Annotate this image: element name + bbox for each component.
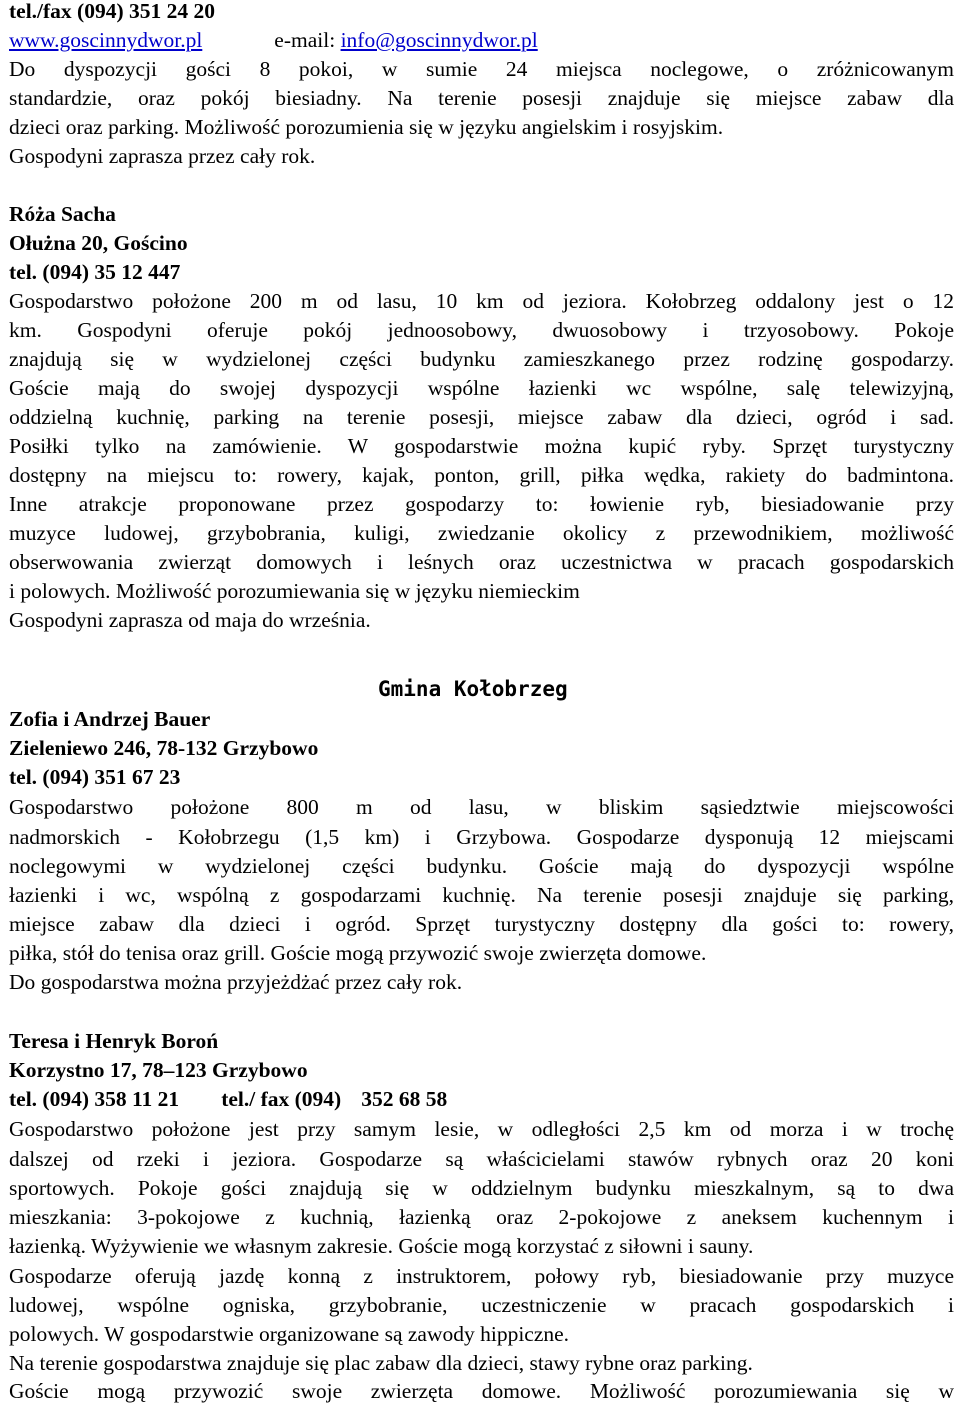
body-line: miejsce zabaw dla dzieci i ogród. Sprzęt turystyczny dostępny dla gości to: rowery,: [9, 912, 954, 936]
body-line: Gospodyni zaprasza przez cały rok.: [9, 144, 316, 168]
host-address: Ołużna 20, Gościno: [9, 231, 188, 255]
body-line: km. Gospodyni oferuje pokój jednoosobowy, dwuosobowy i trzyosobowy. Pokoje: [9, 318, 954, 342]
body-line: Na terenie gospodarstwa znajduje się plac zabaw dla dzieci, stawy rybne oraz parking.: [9, 1351, 753, 1375]
body-line: polowych. W gospodarstwie organizowane są zawody hippiczne.: [9, 1322, 570, 1346]
body-line: Gospodyni zaprasza od maja do września.: [9, 608, 371, 632]
host-address: Korzystno 17, 78–123 Grzybowo: [9, 1058, 308, 1082]
host-tel: tel. (094) 351 67 23: [9, 765, 181, 789]
host-tel-fax-line: [9, 1085, 954, 1114]
body-line: Goście mogą przywozić swoje zwierzęta domowe. Możliwość porozumiewania się w: [9, 1379, 954, 1403]
body-line: dostępny na miejscu to: rowery, kajak, ponton, grill, piłka wędka, rakiety do badmintona.: [9, 463, 954, 487]
body-line: ludowej, wspólne ogniska, grzybobranie, uczestniczenie w pracach gospodarskich i: [9, 1293, 954, 1317]
body-line: oddzielną kuchnię, parking na terenie posesji, miejsce zabaw dla dzieci, ogród i sad.: [9, 405, 954, 429]
website-link[interactable]: www.goscinnydwor.pl: [9, 28, 203, 52]
email-label: e-mail:: [274, 28, 341, 52]
section-heading: Gmina Kołobrzeg: [378, 677, 568, 701]
contact-web-email-line: [9, 26, 954, 55]
body-line: Posiłki tylko na zamówienie. W gospodarstwie można kupić ryby. Sprzęt turystyczny: [9, 434, 954, 458]
body-line: standardzie, oraz pokój biesiadny. Na terenie posesji znajduje się miejsce zabaw dla: [9, 86, 954, 110]
body-line: Gospodarstwo położone 200 m od lasu, 10 km od jeziora. Kołobrzeg oddalony jest o 12: [9, 289, 954, 313]
contact-tel-fax: tel./fax (094) 351 24 20: [9, 0, 216, 23]
body-line: Goście mają do swojej dyspozycji wspólne łazienki wc wspólne, salę telewizyjną,: [9, 376, 954, 400]
host-tel: tel. (094) 358 11 21: [9, 1087, 180, 1111]
body-line: dalszej od rzeki i jeziora. Gospodarze są właścicielami stawów rybnych oraz 20 koni: [9, 1147, 954, 1171]
host-address: Zieleniewo 246, 78-132 Grzybowo: [9, 736, 319, 760]
host-tel: tel. (094) 35 12 447: [9, 260, 181, 284]
host-fax-label: tel./ fax (094): [221, 1087, 342, 1111]
body-line: Gospodarze oferują jazdę konną z instruktorem, połowy ryb, biesiadowanie przy muzyce: [9, 1264, 954, 1288]
body-line: Gospodarstwo położone 800 m od lasu, w bliskim sąsiedztwie miejscowości: [9, 795, 954, 819]
body-line: sportowych. Pokoje gości znajdują się w oddzielnym budynku mieszkalnym, są to dwa: [9, 1176, 954, 1200]
body-line: noclegowymi w wydzielonej części budynku. Goście mają do dyspozycji wspólne: [9, 854, 954, 878]
body-line: muzyce ludowej, grzybobrania, kuligi, zwiedzanie okolicy z przewodnikiem, możliwość: [9, 521, 954, 545]
host-name: Róża Sacha: [9, 202, 116, 226]
body-line: Inne atrakcje proponowane przez gospodarzy to: łowienie ryb, biesiadowanie przy: [9, 492, 954, 516]
body-line: i polowych. Możliwość porozumiewania się w języku niemieckim: [9, 579, 580, 603]
body-line: dzieci oraz parking. Możliwość porozumienia się w języku angielskim i rosyjskim.: [9, 115, 724, 139]
body-line: Do gospodarstwa można przyjeżdżać przez cały rok.: [9, 970, 463, 994]
host-name: Zofia i Andrzej Bauer: [9, 707, 211, 731]
body-line: znajdują się w wydzielonej części budynku zamieszkanego przez rodzinę gospodarzy.: [9, 347, 954, 371]
body-line: nadmorskich - Kołobrzegu (1,5 km) i Grzybowa. Gospodarze dysponują 12 miejscami: [9, 825, 954, 849]
body-line: Gospodarstwo położone jest przy samym lesie, w odległości 2,5 km od morza i w trochę: [9, 1117, 954, 1141]
body-line: łazienki i wc, wspólną z gospodarzami kuchnię. Na terenie posesji znajduje się parking,: [9, 883, 954, 907]
body-line: piłka, stół do tenisa oraz grill. Goście mogą przywozić swoje zwierzęta domowe.: [9, 941, 707, 965]
host-name: Teresa i Henryk Boroń: [9, 1029, 219, 1053]
host-fax-number: 352 68 58: [361, 1087, 448, 1111]
body-line: łazienką. Wyżywienie we własnym zakresie. Goście mogą korzystać z siłowni i sauny.: [9, 1234, 754, 1258]
body-line: mieszkania: 3-pokojowe z kuchnią, łazienką oraz 2-pokojowe z aneksem kuchennym i: [9, 1205, 954, 1229]
body-line: obserwowania zwierząt domowych i leśnych oraz uczestnictwa w pracach gospodarskich: [9, 550, 954, 574]
body-line: Do dyspozycji gości 8 pokoi, w sumie 24 miejsca noclegowe, o zróżnicowanym: [9, 57, 954, 81]
email-link[interactable]: info@goscinnydwor.pl: [340, 28, 538, 52]
